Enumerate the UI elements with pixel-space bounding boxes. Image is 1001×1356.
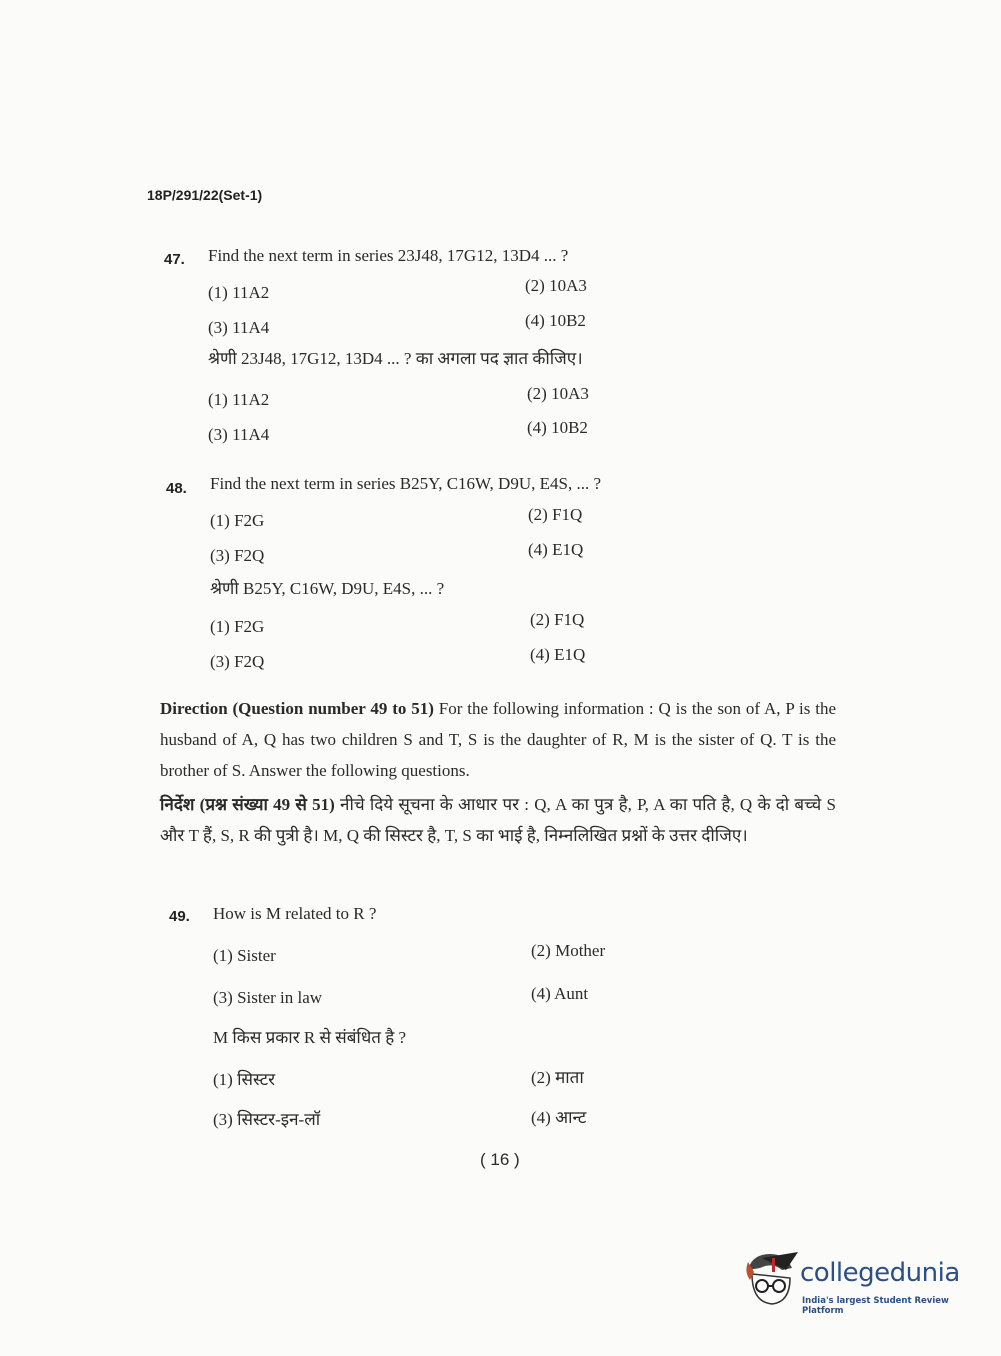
option: (4) 10B2 bbox=[527, 418, 588, 437]
question-number: 48. bbox=[166, 480, 187, 497]
question-number: 47. bbox=[164, 251, 185, 268]
option: (2) माता bbox=[531, 1068, 584, 1087]
brand-name: collegedunia bbox=[800, 1258, 960, 1288]
option: (1) F2G bbox=[210, 511, 265, 530]
option: (1) 11A2 bbox=[208, 283, 270, 302]
option: (1) Sister bbox=[213, 946, 276, 965]
option: (4) Aunt bbox=[531, 984, 589, 1003]
option: (3) 11A4 bbox=[208, 318, 270, 337]
collegedunia-logo bbox=[742, 1248, 972, 1318]
direction-hi bbox=[160, 789, 836, 851]
direction-label-hindi: निर्देश (प्रश्न संख्या 49 से 51) bbox=[160, 795, 335, 814]
page-number: ( 16 ) bbox=[480, 1150, 520, 1169]
option: (2) F1Q bbox=[528, 505, 583, 524]
option: (2) 10A3 bbox=[525, 276, 587, 295]
option: (1) 11A2 bbox=[208, 390, 270, 409]
option: (1) F2G bbox=[210, 617, 265, 636]
option: (3) F2Q bbox=[210, 652, 265, 671]
question-text-hindi: श्रेणी B25Y, C16W, D9U, E4S, ... ? bbox=[210, 579, 445, 598]
direction-en bbox=[160, 693, 836, 786]
option: (3) F2Q bbox=[210, 546, 265, 565]
option: (2) F1Q bbox=[530, 610, 585, 629]
question-text: Find the next term in series B25Y, C16W, D9U, E4S, ... ? bbox=[210, 474, 601, 493]
mascot-icon bbox=[742, 1248, 800, 1312]
direction-text: For the following information : Q is the son of A, P is the husband of A, Q has two children S and T, S is the daughter of R, M is the sister of Q. T is the brother of S. Answer the following questions. bbox=[160, 699, 837, 780]
option: (3) सिस्टर-इन-लॉ bbox=[213, 1110, 321, 1129]
direction-text-hindi: नीचे दिये सूचना के आधार पर : Q, A का पुत्र है, P, A का पति है, Q के दो बच्चे S और T हैं, S, R की पुत्री है। M, Q की सिस्टर है, T, S का भाई है, निम्नलिखित प्रश्नों के उत्तर दीजिए। bbox=[160, 795, 836, 845]
question-number: 49. bbox=[169, 908, 190, 925]
option: (4) आन्ट bbox=[531, 1108, 587, 1127]
option: (3) Sister in law bbox=[213, 988, 323, 1007]
option: (2) 10A3 bbox=[527, 384, 589, 403]
paper-code: 18P/291/22(Set-1) bbox=[147, 187, 263, 203]
question-text-hindi: M किस प्रकार R से संबंधित है ? bbox=[213, 1028, 407, 1047]
option: (1) सिस्टर bbox=[213, 1070, 276, 1089]
direction-label: Direction (Question number 49 to 51) bbox=[160, 699, 434, 718]
brand-tagline: India's largest Student Review Platform bbox=[802, 1296, 949, 1316]
question-text: Find the next term in series 23J48, 17G12, 13D4 ... ? bbox=[208, 246, 569, 265]
option: (2) Mother bbox=[531, 941, 606, 960]
option: (3) 11A4 bbox=[208, 425, 270, 444]
question-text: How is M related to R ? bbox=[213, 904, 377, 923]
option: (4) 10B2 bbox=[525, 311, 586, 330]
option: (4) E1Q bbox=[528, 540, 584, 559]
question-text-hindi: श्रेणी 23J48, 17G12, 13D4 ... ? का अगला पद ज्ञात कीजिए। bbox=[208, 349, 583, 368]
option: (4) E1Q bbox=[530, 645, 586, 664]
